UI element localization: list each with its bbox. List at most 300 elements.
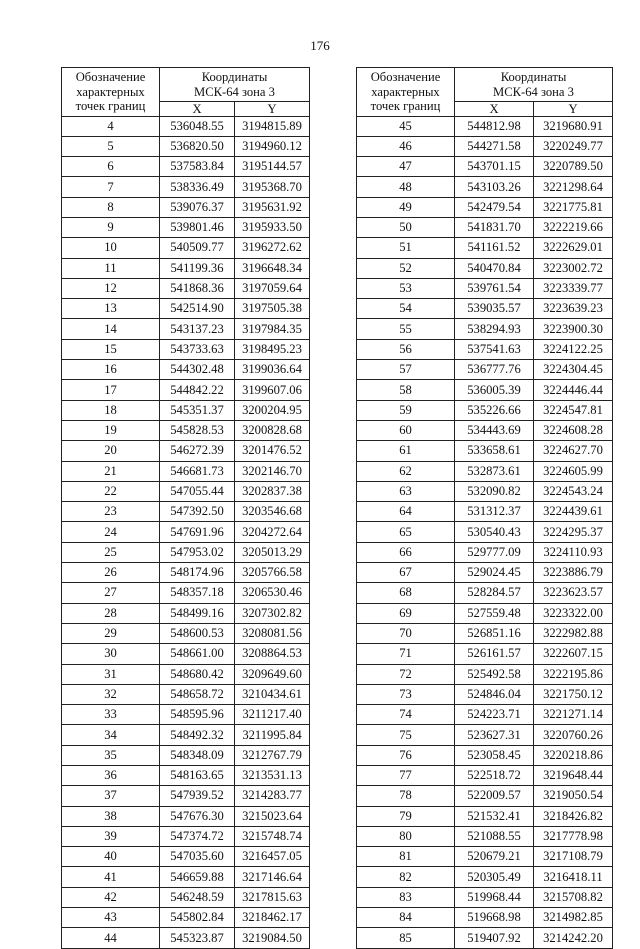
y-coordinate-cell: 3195144.57 xyxy=(235,157,310,177)
point-number-cell: 8 xyxy=(62,197,160,217)
table-row xyxy=(357,461,613,481)
point-number-cell: 73 xyxy=(357,684,455,704)
point-number-cell: 43 xyxy=(62,908,160,928)
point-designation-header xyxy=(357,68,455,117)
x-coordinate-cell: 545351.37 xyxy=(160,400,235,420)
point-number-cell: 83 xyxy=(357,887,455,907)
y-coordinate-cell: 3211995.84 xyxy=(235,725,310,745)
y-coordinate-cell: 3224122.25 xyxy=(534,339,613,359)
y-coordinate-cell: 3218462.17 xyxy=(235,908,310,928)
point-number-cell: 11 xyxy=(62,258,160,278)
x-coordinate-cell: 548595.96 xyxy=(160,705,235,725)
y-coordinate-cell: 3221298.64 xyxy=(534,177,613,197)
x-coordinate-cell: 544302.48 xyxy=(160,360,235,380)
y-coordinate-cell: 3208081.56 xyxy=(235,623,310,643)
table-row xyxy=(357,217,613,237)
table-row xyxy=(62,258,310,278)
x-coordinate-cell: 546272.39 xyxy=(160,441,235,461)
table-row xyxy=(357,786,613,806)
x-coordinate-cell: 535226.66 xyxy=(455,400,534,420)
y-coordinate-cell: 3197984.35 xyxy=(235,319,310,339)
x-coordinate-cell: 538336.49 xyxy=(160,177,235,197)
x-coordinate-cell: 532090.82 xyxy=(455,481,534,501)
y-coordinate-cell: 3220218.86 xyxy=(534,745,613,765)
y-coordinate-cell: 3220760.26 xyxy=(534,725,613,745)
table-row xyxy=(62,623,310,643)
table-row xyxy=(357,826,613,846)
table-row xyxy=(357,522,613,542)
y-coordinate-cell: 3209649.60 xyxy=(235,664,310,684)
y-coordinate-cell: 3220789.50 xyxy=(534,157,613,177)
x-coordinate-cell: 546681.73 xyxy=(160,461,235,481)
table-row xyxy=(62,542,310,562)
y-coordinate-cell: 3224547.81 xyxy=(534,400,613,420)
y-coordinate-cell: 3223639.23 xyxy=(534,299,613,319)
point-number-cell: 37 xyxy=(62,786,160,806)
table-row xyxy=(62,847,310,867)
y-coordinate-cell: 3223900.30 xyxy=(534,319,613,339)
y-coordinate-cell: 3215708.82 xyxy=(534,887,613,907)
y-coordinate-cell: 3219680.91 xyxy=(534,116,613,136)
x-coordinate-cell: 538294.93 xyxy=(455,319,534,339)
x-coordinate-cell: 545802.84 xyxy=(160,908,235,928)
point-number-cell: 22 xyxy=(62,481,160,501)
y-coordinate-cell: 3222219.66 xyxy=(534,217,613,237)
y-coordinate-cell: 3214283.77 xyxy=(235,786,310,806)
x-coordinate-cell: 536777.76 xyxy=(455,360,534,380)
point-number-cell: 53 xyxy=(357,278,455,298)
x-coordinate-cell: 541868.36 xyxy=(160,278,235,298)
point-number-cell: 70 xyxy=(357,623,455,643)
point-number-cell: 84 xyxy=(357,908,455,928)
table-row xyxy=(62,705,310,725)
y-header: Y xyxy=(534,102,613,117)
point-number-cell: 74 xyxy=(357,705,455,725)
table-row xyxy=(62,400,310,420)
point-number-cell: 9 xyxy=(62,217,160,237)
header-coords-line1: Координаты xyxy=(201,70,268,84)
table-row xyxy=(62,197,310,217)
point-number-cell: 31 xyxy=(62,664,160,684)
y-coordinate-cell: 3206530.46 xyxy=(235,583,310,603)
y-coordinate-cell: 3222195.86 xyxy=(534,664,613,684)
y-coordinate-cell: 3219084.50 xyxy=(235,928,310,948)
table-row xyxy=(357,603,613,623)
point-number-cell: 45 xyxy=(357,116,455,136)
point-number-cell: 41 xyxy=(62,867,160,887)
table-row xyxy=(357,766,613,786)
table-row xyxy=(357,380,613,400)
point-number-cell: 28 xyxy=(62,603,160,623)
point-number-cell: 30 xyxy=(62,644,160,664)
table-row xyxy=(62,928,310,948)
point-number-cell: 21 xyxy=(62,461,160,481)
table-row xyxy=(62,420,310,440)
point-number-cell: 55 xyxy=(357,319,455,339)
point-number-cell: 4 xyxy=(62,116,160,136)
y-coordinate-cell: 3217108.79 xyxy=(534,847,613,867)
y-coordinate-cell: 3224295.37 xyxy=(534,522,613,542)
table-row xyxy=(357,725,613,745)
point-number-cell: 24 xyxy=(62,522,160,542)
header-name-line1: Обозначение xyxy=(75,70,146,84)
y-coordinate-cell: 3212767.79 xyxy=(235,745,310,765)
x-coordinate-cell: 531312.37 xyxy=(455,502,534,522)
x-coordinate-cell: 534443.69 xyxy=(455,420,534,440)
x-coordinate-cell: 526851.16 xyxy=(455,623,534,643)
point-number-cell: 20 xyxy=(62,441,160,461)
point-number-cell: 60 xyxy=(357,420,455,440)
x-coordinate-cell: 528284.57 xyxy=(455,583,534,603)
y-coordinate-cell: 3211217.40 xyxy=(235,705,310,725)
table-row xyxy=(357,847,613,867)
x-coordinate-cell: 539076.37 xyxy=(160,197,235,217)
page-number: 176 xyxy=(310,38,330,53)
x-coordinate-cell: 529777.09 xyxy=(455,542,534,562)
x-coordinate-cell: 529024.45 xyxy=(455,563,534,583)
y-coordinate-cell: 3218426.82 xyxy=(534,806,613,826)
coordinates-header xyxy=(160,68,310,102)
header-coords-line1: Координаты xyxy=(500,70,567,84)
y-coordinate-cell: 3214982.85 xyxy=(534,908,613,928)
y-coordinate-cell: 3223002.72 xyxy=(534,258,613,278)
point-number-cell: 6 xyxy=(62,157,160,177)
y-coordinate-cell: 3221271.14 xyxy=(534,705,613,725)
table-row xyxy=(62,157,310,177)
point-number-cell: 71 xyxy=(357,644,455,664)
x-coordinate-cell: 546659.88 xyxy=(160,867,235,887)
x-coordinate-cell: 543137.23 xyxy=(160,319,235,339)
x-coordinate-cell: 521532.41 xyxy=(455,806,534,826)
table-row xyxy=(357,583,613,603)
y-coordinate-cell: 3217778.98 xyxy=(534,826,613,846)
x-coordinate-cell: 524223.71 xyxy=(455,705,534,725)
y-coordinate-cell: 3219050.54 xyxy=(534,786,613,806)
y-coordinate-cell: 3224304.45 xyxy=(534,360,613,380)
table-row xyxy=(357,684,613,704)
x-coordinate-cell: 520679.21 xyxy=(455,847,534,867)
x-coordinate-cell: 541161.52 xyxy=(455,238,534,258)
x-coordinate-cell: 548348.09 xyxy=(160,745,235,765)
point-number-cell: 76 xyxy=(357,745,455,765)
table-row xyxy=(357,928,613,948)
point-number-cell: 15 xyxy=(62,339,160,359)
x-coordinate-cell: 530540.43 xyxy=(455,522,534,542)
table-row xyxy=(62,481,310,501)
x-coordinate-cell: 519668.98 xyxy=(455,908,534,928)
point-number-cell: 64 xyxy=(357,502,455,522)
table-row xyxy=(357,116,613,136)
x-coordinate-cell: 543733.63 xyxy=(160,339,235,359)
point-number-cell: 67 xyxy=(357,563,455,583)
table-row xyxy=(357,197,613,217)
x-coordinate-cell: 536820.50 xyxy=(160,136,235,156)
y-coordinate-cell: 3213531.13 xyxy=(235,766,310,786)
table-row xyxy=(62,684,310,704)
point-number-cell: 35 xyxy=(62,745,160,765)
table-row xyxy=(62,644,310,664)
y-coordinate-cell: 3196272.62 xyxy=(235,238,310,258)
y-coordinate-cell: 3217146.64 xyxy=(235,867,310,887)
x-coordinate-cell: 543701.15 xyxy=(455,157,534,177)
x-coordinate-cell: 548600.53 xyxy=(160,623,235,643)
x-coordinate-cell: 545828.53 xyxy=(160,420,235,440)
table-row xyxy=(62,826,310,846)
point-number-cell: 54 xyxy=(357,299,455,319)
table-row xyxy=(62,887,310,907)
point-number-cell: 58 xyxy=(357,380,455,400)
x-coordinate-cell: 520305.49 xyxy=(455,867,534,887)
table-row xyxy=(62,116,310,136)
y-coordinate-cell: 3223322.00 xyxy=(534,603,613,623)
table-row xyxy=(357,319,613,339)
table-row xyxy=(357,806,613,826)
header-name-line3: точек границ xyxy=(75,99,146,113)
y-coordinate-cell: 3203546.68 xyxy=(235,502,310,522)
point-number-cell: 10 xyxy=(62,238,160,258)
y-coordinate-cell: 3223886.79 xyxy=(534,563,613,583)
y-coordinate-cell: 3224543.24 xyxy=(534,481,613,501)
y-coordinate-cell: 3224446.44 xyxy=(534,380,613,400)
point-number-cell: 33 xyxy=(62,705,160,725)
x-coordinate-cell: 542514.90 xyxy=(160,299,235,319)
point-number-cell: 81 xyxy=(357,847,455,867)
point-number-cell: 27 xyxy=(62,583,160,603)
x-coordinate-cell: 548680.42 xyxy=(160,664,235,684)
point-number-cell: 13 xyxy=(62,299,160,319)
point-number-cell: 12 xyxy=(62,278,160,298)
point-number-cell: 38 xyxy=(62,806,160,826)
x-coordinate-cell: 547691.96 xyxy=(160,522,235,542)
y-coordinate-cell: 3215748.74 xyxy=(235,826,310,846)
y-coordinate-cell: 3195933.50 xyxy=(235,217,310,237)
table-row xyxy=(357,887,613,907)
x-coordinate-cell: 547035.60 xyxy=(160,847,235,867)
x-coordinate-cell: 544812.98 xyxy=(455,116,534,136)
coordinates-header xyxy=(455,68,613,102)
table-row xyxy=(357,563,613,583)
x-coordinate-cell: 548658.72 xyxy=(160,684,235,704)
y-coordinate-cell: 3195368.70 xyxy=(235,177,310,197)
point-number-cell: 78 xyxy=(357,786,455,806)
x-coordinate-cell: 537583.84 xyxy=(160,157,235,177)
table-row xyxy=(62,745,310,765)
table-row xyxy=(62,461,310,481)
table-row xyxy=(357,278,613,298)
header-coords-line2: МСК-64 зона 3 xyxy=(194,84,275,99)
table-row xyxy=(62,563,310,583)
x-coordinate-cell: 539761.54 xyxy=(455,278,534,298)
table-row xyxy=(357,745,613,765)
y-coordinate-cell: 3224439.61 xyxy=(534,502,613,522)
point-number-cell: 51 xyxy=(357,238,455,258)
point-number-cell: 57 xyxy=(357,360,455,380)
point-number-cell: 47 xyxy=(357,157,455,177)
x-coordinate-cell: 526161.57 xyxy=(455,644,534,664)
y-coordinate-cell: 3224608.28 xyxy=(534,420,613,440)
table-row xyxy=(357,441,613,461)
table-row xyxy=(62,441,310,461)
table-row xyxy=(357,664,613,684)
point-number-cell: 66 xyxy=(357,542,455,562)
y-coordinate-cell: 3223623.57 xyxy=(534,583,613,603)
y-coordinate-cell: 3217815.63 xyxy=(235,887,310,907)
table-row xyxy=(357,644,613,664)
header-name-line3: точек границ xyxy=(370,99,441,113)
table-row xyxy=(62,278,310,298)
y-coordinate-cell: 3216457.05 xyxy=(235,847,310,867)
x-coordinate-cell: 522518.72 xyxy=(455,766,534,786)
y-coordinate-cell: 3197505.38 xyxy=(235,299,310,319)
x-coordinate-cell: 532873.61 xyxy=(455,461,534,481)
y-header: Y xyxy=(235,102,310,117)
point-number-cell: 50 xyxy=(357,217,455,237)
point-number-cell: 61 xyxy=(357,441,455,461)
point-number-cell: 62 xyxy=(357,461,455,481)
y-coordinate-cell: 3224627.70 xyxy=(534,441,613,461)
y-coordinate-cell: 3222607.15 xyxy=(534,644,613,664)
coordinates-table-left xyxy=(61,67,310,949)
point-number-cell: 49 xyxy=(357,197,455,217)
table-row xyxy=(62,725,310,745)
point-number-cell: 46 xyxy=(357,136,455,156)
y-coordinate-cell: 3200828.68 xyxy=(235,420,310,440)
y-coordinate-cell: 3214242.20 xyxy=(534,928,613,948)
point-number-cell: 48 xyxy=(357,177,455,197)
point-number-cell: 18 xyxy=(62,400,160,420)
point-number-cell: 56 xyxy=(357,339,455,359)
x-coordinate-cell: 523627.31 xyxy=(455,725,534,745)
x-coordinate-cell: 539035.57 xyxy=(455,299,534,319)
point-number-cell: 32 xyxy=(62,684,160,704)
table-row xyxy=(62,583,310,603)
x-header: X xyxy=(160,102,235,117)
y-coordinate-cell: 3224605.99 xyxy=(534,461,613,481)
point-number-cell: 80 xyxy=(357,826,455,846)
y-coordinate-cell: 3199036.64 xyxy=(235,360,310,380)
x-coordinate-cell: 519968.44 xyxy=(455,887,534,907)
table-row xyxy=(62,339,310,359)
y-coordinate-cell: 3198495.23 xyxy=(235,339,310,359)
y-coordinate-cell: 3219648.44 xyxy=(534,766,613,786)
y-coordinate-cell: 3221775.81 xyxy=(534,197,613,217)
table-row xyxy=(357,623,613,643)
y-coordinate-cell: 3220249.77 xyxy=(534,136,613,156)
y-coordinate-cell: 3197059.64 xyxy=(235,278,310,298)
y-coordinate-cell: 3199607.06 xyxy=(235,380,310,400)
x-coordinate-cell: 540509.77 xyxy=(160,238,235,258)
y-coordinate-cell: 3195631.92 xyxy=(235,197,310,217)
x-coordinate-cell: 541831.70 xyxy=(455,217,534,237)
table-row xyxy=(357,157,613,177)
header-coords-line2: МСК-64 зона 3 xyxy=(493,84,574,99)
point-number-cell: 69 xyxy=(357,603,455,623)
y-coordinate-cell: 3194815.89 xyxy=(235,116,310,136)
y-coordinate-cell: 3194960.12 xyxy=(235,136,310,156)
table-row xyxy=(357,238,613,258)
point-number-cell: 72 xyxy=(357,664,455,684)
x-coordinate-cell: 519407.92 xyxy=(455,928,534,948)
table-row xyxy=(357,299,613,319)
y-coordinate-cell: 3205766.58 xyxy=(235,563,310,583)
point-number-cell: 85 xyxy=(357,928,455,948)
x-coordinate-cell: 545323.87 xyxy=(160,928,235,948)
x-coordinate-cell: 524846.04 xyxy=(455,684,534,704)
point-number-cell: 29 xyxy=(62,623,160,643)
x-coordinate-cell: 527559.48 xyxy=(455,603,534,623)
x-coordinate-cell: 547939.52 xyxy=(160,786,235,806)
x-coordinate-cell: 548163.65 xyxy=(160,766,235,786)
table-row xyxy=(357,258,613,278)
y-coordinate-cell: 3216418.11 xyxy=(534,867,613,887)
x-coordinate-cell: 537541.63 xyxy=(455,339,534,359)
y-coordinate-cell: 3201476.52 xyxy=(235,441,310,461)
table-row xyxy=(62,786,310,806)
table-row xyxy=(357,177,613,197)
x-coordinate-cell: 533658.61 xyxy=(455,441,534,461)
y-coordinate-cell: 3210434.61 xyxy=(235,684,310,704)
table-row xyxy=(62,380,310,400)
y-coordinate-cell: 3205013.29 xyxy=(235,542,310,562)
table-row xyxy=(62,908,310,928)
table-row xyxy=(62,360,310,380)
x-coordinate-cell: 547055.44 xyxy=(160,481,235,501)
table-row xyxy=(62,766,310,786)
x-coordinate-cell: 547374.72 xyxy=(160,826,235,846)
y-coordinate-cell: 3200204.95 xyxy=(235,400,310,420)
x-coordinate-cell: 523058.45 xyxy=(455,745,534,765)
x-coordinate-cell: 543103.26 xyxy=(455,177,534,197)
x-coordinate-cell: 548492.32 xyxy=(160,725,235,745)
header-name-line2: характерных xyxy=(371,84,440,99)
point-number-cell: 82 xyxy=(357,867,455,887)
y-coordinate-cell: 3221750.12 xyxy=(534,684,613,704)
point-number-cell: 7 xyxy=(62,177,160,197)
x-coordinate-cell: 521088.55 xyxy=(455,826,534,846)
point-number-cell: 40 xyxy=(62,847,160,867)
header-name-line1: Обозначение xyxy=(370,70,441,84)
table-row xyxy=(62,238,310,258)
x-coordinate-cell: 542479.54 xyxy=(455,197,534,217)
table-row xyxy=(62,217,310,237)
y-coordinate-cell: 3222629.01 xyxy=(534,238,613,258)
point-number-cell: 34 xyxy=(62,725,160,745)
table-row xyxy=(357,867,613,887)
table-row xyxy=(62,603,310,623)
table-row xyxy=(62,522,310,542)
x-coordinate-cell: 547953.02 xyxy=(160,542,235,562)
point-number-cell: 65 xyxy=(357,522,455,542)
x-coordinate-cell: 536048.55 xyxy=(160,116,235,136)
x-coordinate-cell: 544271.58 xyxy=(455,136,534,156)
x-coordinate-cell: 525492.58 xyxy=(455,664,534,684)
coordinates-table-right xyxy=(356,67,613,949)
point-number-cell: 63 xyxy=(357,481,455,501)
y-coordinate-cell: 3207302.82 xyxy=(235,603,310,623)
x-coordinate-cell: 546248.59 xyxy=(160,887,235,907)
table-row xyxy=(62,502,310,522)
table-row xyxy=(62,299,310,319)
x-coordinate-cell: 547392.50 xyxy=(160,502,235,522)
table-row xyxy=(62,177,310,197)
x-coordinate-cell: 548174.96 xyxy=(160,563,235,583)
point-designation-header xyxy=(62,68,160,117)
point-number-cell: 23 xyxy=(62,502,160,522)
x-coordinate-cell: 539801.46 xyxy=(160,217,235,237)
x-coordinate-cell: 548357.18 xyxy=(160,583,235,603)
x-coordinate-cell: 540470.84 xyxy=(455,258,534,278)
x-coordinate-cell: 547676.30 xyxy=(160,806,235,826)
